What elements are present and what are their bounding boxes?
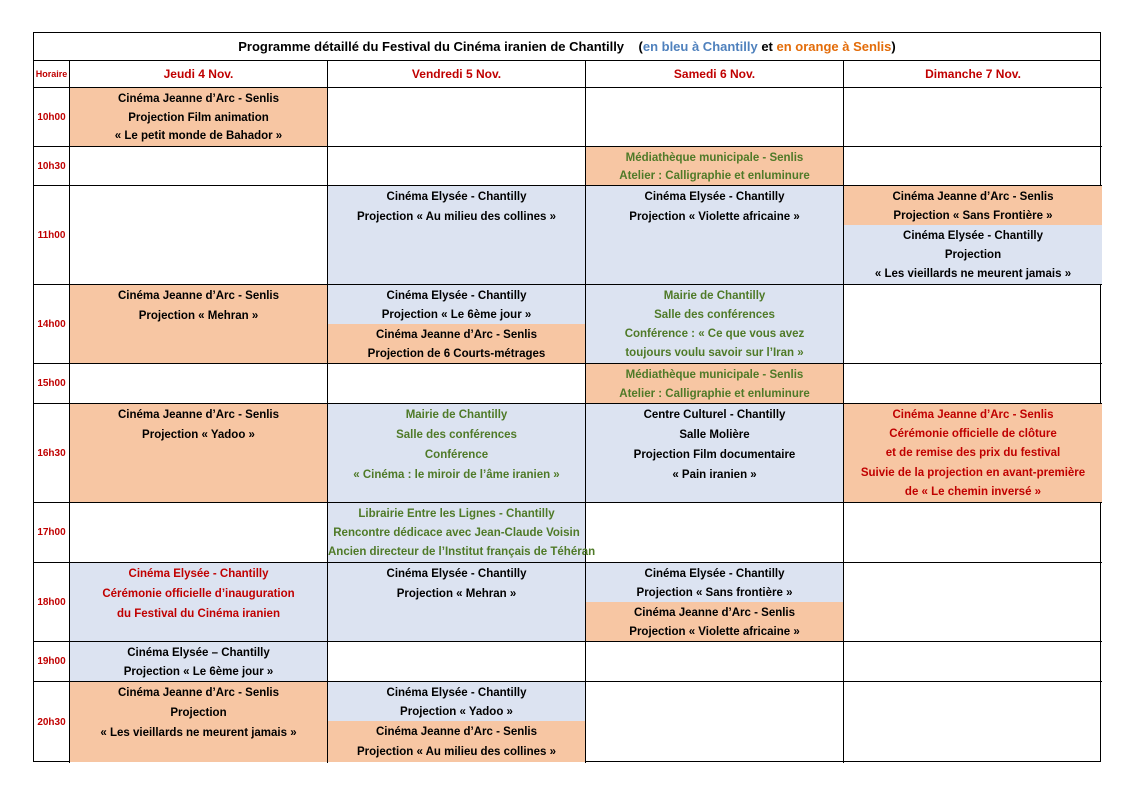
schedule-cell — [586, 563, 844, 642]
event-line: et de remise des prix du festival — [885, 447, 1061, 460]
event-line: Mairie de Chantilly — [663, 290, 766, 302]
event-line: « Les vieillards ne meurent jamais » — [874, 268, 1072, 280]
event-line: Cérémonie officielle de clôture — [889, 428, 1057, 441]
schedule-cell — [328, 404, 586, 503]
legend-chantilly: en bleu à Chantilly — [642, 39, 758, 54]
schedule-cell — [328, 147, 586, 186]
event-line: Cinéma Jeanne d’Arc - Senlis — [375, 726, 538, 738]
schedule-cell — [844, 682, 1102, 763]
header-day-jeu: Jeudi 4 Nov. — [70, 61, 328, 88]
event-line: « Les vieillards ne meurent jamais » — [100, 727, 297, 739]
event-line: toujours voulu savoir sur l’Iran » — [625, 347, 804, 359]
schedule-cell — [844, 503, 1102, 563]
schedule-cell — [70, 147, 328, 186]
event-line: Projection — [944, 249, 1002, 261]
time-slot: 10h30 — [34, 147, 70, 186]
event-line: Ancien directeur de l’Institut français de Téhéran — [328, 546, 596, 558]
event-block — [586, 364, 843, 403]
event-block — [328, 721, 585, 762]
event-line: Librairie Entre les Lignes - Chantilly — [358, 508, 555, 520]
event-line: Projection « Yadoo » — [400, 705, 513, 718]
event-line: Cinéma Jeanne d’Arc - Senlis — [117, 290, 280, 302]
schedule-cell — [70, 642, 328, 682]
schedule-cell — [328, 285, 586, 364]
header-day-sam: Samedi 6 Nov. — [586, 61, 844, 88]
schedule-cell — [70, 682, 328, 763]
schedule-cell — [328, 682, 586, 763]
event-block — [844, 404, 1102, 502]
event-block — [70, 285, 327, 363]
header-day-ven: Vendredi 5 Nov. — [328, 61, 586, 88]
event-line: de « Le chemin inversé » — [904, 485, 1042, 498]
event-line: Projection « Violette africaine » — [629, 625, 800, 638]
event-block — [328, 563, 585, 641]
schedule-cell — [844, 186, 1102, 285]
event-block — [586, 186, 843, 284]
event-line: « Pain iranien » — [672, 469, 757, 481]
event-line: Conférence : « Ce que vous avez — [624, 328, 805, 340]
schedule-cell — [70, 503, 328, 563]
event-line: Projection « Au milieu des collines » — [357, 745, 556, 758]
event-line: Projection « Yadoo » — [142, 429, 255, 441]
schedule-cell — [70, 285, 328, 364]
header-day-dim: Dimanche 7 Nov. — [844, 61, 1102, 88]
event-line: Conférence — [424, 449, 489, 461]
schedule-cell — [586, 682, 844, 763]
schedule-cell — [844, 563, 1102, 642]
event-line: « Le petit monde de Bahador » — [114, 130, 283, 143]
schedule-cell — [328, 186, 586, 285]
event-block — [328, 404, 585, 502]
schedule-cell — [844, 364, 1102, 404]
programme-table — [33, 32, 1101, 762]
event-block — [844, 186, 1102, 225]
header-horaire: Horaire — [34, 61, 70, 88]
title-paren-close: ) — [891, 39, 896, 54]
event-line: Cinéma Elysée - Chantilly — [644, 568, 785, 580]
schedule-cell — [586, 364, 844, 404]
event-block — [328, 186, 585, 284]
event-line: Projection « Mehran » — [138, 310, 259, 322]
event-line: Projection « Mehran » — [396, 588, 517, 600]
event-line: du Festival du Cinéma iranien — [117, 608, 280, 620]
schedule-cell — [70, 186, 328, 285]
schedule-cell — [586, 642, 844, 682]
time-slot: 16h30 — [34, 404, 70, 503]
event-line: Médiathèque municipale - Senlis — [625, 369, 804, 381]
event-line: Rencontre dédicace avec Jean-Claude Voisin — [333, 527, 580, 539]
event-line: Projection — [170, 707, 227, 719]
event-line: Médiathèque municipale - Senlis — [625, 152, 804, 164]
event-block — [70, 682, 327, 762]
event-line: Cinéma Elysée - Chantilly — [128, 568, 269, 580]
time-slot: 10h00 — [34, 88, 70, 147]
event-line: Atelier : Calligraphie et enluminure — [619, 387, 810, 400]
event-line: Cinéma Elysée - Chantilly — [386, 568, 527, 580]
schedule-cell — [844, 88, 1102, 147]
legend-and: et — [757, 39, 777, 54]
time-slot: 19h00 — [34, 642, 70, 682]
event-block — [70, 563, 327, 641]
schedule-cell — [844, 147, 1102, 186]
event-line: Cérémonie officielle d’inauguration — [102, 588, 295, 600]
event-block — [328, 324, 585, 363]
schedule-cell — [70, 364, 328, 404]
schedule-cell — [586, 404, 844, 503]
schedule-cell — [328, 88, 586, 147]
event-block — [328, 285, 585, 324]
event-line: Atelier : Calligraphie et enluminure — [619, 170, 810, 182]
event-line: Cinéma Elysée - Chantilly — [644, 191, 785, 203]
event-line: Cinéma Jeanne d’Arc - Senlis — [375, 329, 538, 341]
time-slot: 15h00 — [34, 364, 70, 404]
schedule-cell — [328, 364, 586, 404]
event-line: Cinéma Jeanne d’Arc - Senlis — [117, 687, 280, 699]
event-line: Cinéma Elysée - Chantilly — [386, 290, 527, 302]
time-slot: 14h00 — [34, 285, 70, 364]
event-line: Salle Molière — [679, 429, 750, 441]
event-line: Salle des conférences — [654, 309, 775, 321]
title-paren-open: ( — [638, 39, 643, 54]
event-line: Projection « Au milieu des collines » — [357, 211, 556, 223]
event-line: Projection « Sans frontière » — [636, 586, 793, 599]
event-line: Cinéma Elysée - Chantilly — [903, 230, 1043, 242]
event-line: Projection « Sans Frontière » — [893, 209, 1053, 222]
schedule-cell — [586, 186, 844, 285]
event-line: Projection Film animation — [128, 111, 269, 124]
event-block — [844, 225, 1102, 284]
event-line: Cinéma Elysée – Chantilly — [127, 647, 270, 659]
legend-senlis: en orange à Senlis — [776, 39, 892, 54]
event-block — [70, 404, 327, 502]
event-line: Salle des conférences — [396, 429, 517, 441]
event-block — [70, 88, 327, 146]
event-line: Projection de 6 Courts-métrages — [367, 347, 546, 360]
event-line: Cinéma Elysée - Chantilly — [386, 191, 527, 203]
time-slot: 20h30 — [34, 682, 70, 763]
event-line: Cinéma Elysée - Chantilly — [386, 687, 527, 699]
event-line: Suivie de la projection en avant-première — [860, 466, 1086, 479]
schedule-cell — [328, 563, 586, 642]
event-line: Projection « Violette africaine » — [629, 211, 800, 223]
event-line: Cinéma Jeanne d’Arc - Senlis — [633, 607, 796, 619]
schedule-cell — [70, 88, 328, 147]
event-line: Projection « Le 6ème jour » — [123, 665, 274, 678]
table-title — [34, 33, 1100, 61]
schedule-cell — [70, 404, 328, 503]
schedule-cell — [328, 642, 586, 682]
event-line: Cinéma Jeanne d’Arc - Senlis — [892, 409, 1054, 421]
title-main: Programme détaillé du Festival du Cinéma iranien de Chantilly — [238, 39, 625, 54]
event-line: Cinéma Jeanne d’Arc - Senlis — [117, 93, 280, 105]
event-line: Cinéma Jeanne d’Arc - Senlis — [117, 409, 280, 421]
event-block — [70, 642, 327, 681]
event-block — [586, 602, 843, 641]
event-block — [328, 503, 596, 562]
schedule-cell — [70, 563, 328, 642]
event-line: Centre Culturel - Chantilly — [643, 409, 786, 421]
schedule-cell — [586, 503, 844, 563]
event-line: « Cinéma : le miroir de l’âme iranien » — [353, 469, 560, 481]
time-slot: 17h00 — [34, 503, 70, 563]
event-block — [586, 563, 843, 602]
schedule-cell — [844, 285, 1102, 364]
schedule-cell — [586, 285, 844, 364]
event-line: Cinéma Jeanne d’Arc - Senlis — [892, 191, 1054, 203]
time-slot: 18h00 — [34, 563, 70, 642]
event-block — [586, 285, 843, 363]
event-block — [586, 147, 843, 185]
schedule-cell — [844, 642, 1102, 682]
event-line: Projection « Le 6ème jour » — [381, 308, 532, 321]
event-block — [586, 404, 843, 502]
event-block — [328, 682, 585, 721]
time-slot: 11h00 — [34, 186, 70, 285]
schedule-cell — [328, 503, 596, 563]
event-line: Mairie de Chantilly — [405, 409, 508, 421]
schedule-cell — [844, 404, 1102, 503]
schedule-cell — [586, 88, 844, 147]
schedule-cell — [586, 147, 844, 186]
event-line: Projection Film documentaire — [633, 449, 796, 461]
